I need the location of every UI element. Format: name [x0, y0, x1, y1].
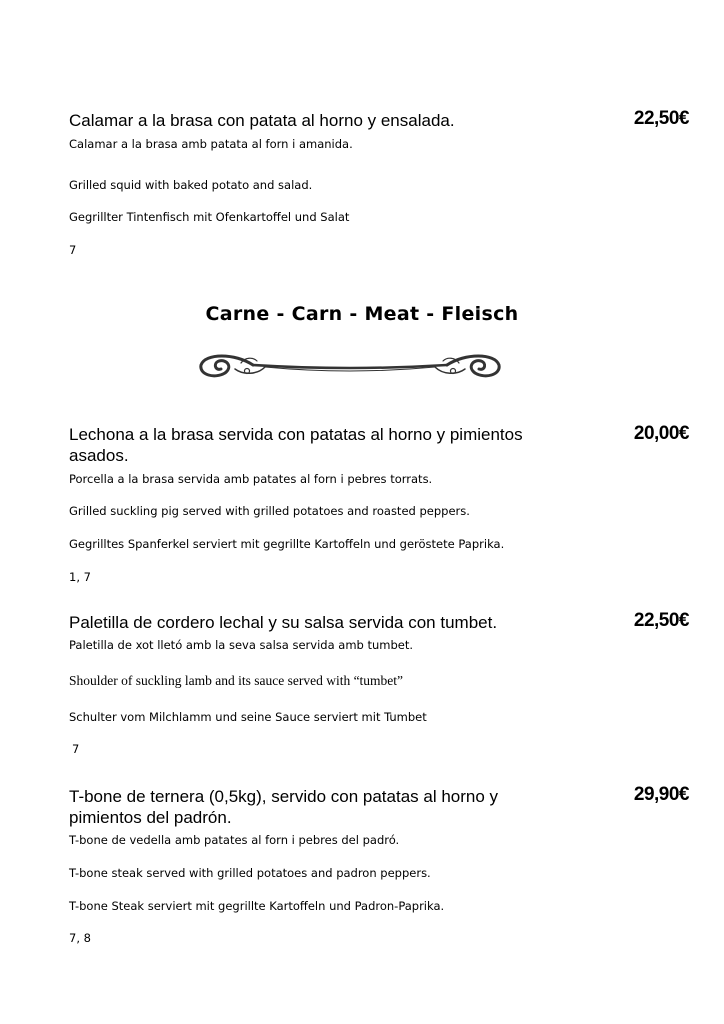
item-description-english: Shoulder of suckling lamb and its sauce served with “tumbet”	[69, 673, 404, 688]
item-allergens: 7	[72, 742, 80, 756]
menu-item-lechona	[69, 424, 689, 589]
item-title: T-bone de ternera (0,5kg), servido con patatas al horno y pimientos del padrón.	[69, 787, 499, 827]
item-description-german: T-bone Steak serviert mit gegrillte Kartoffeln und Padron-Paprika.	[69, 899, 445, 913]
item-price: 22,50€	[633, 610, 689, 631]
menu-item-paletilla	[69, 612, 689, 762]
item-description-english: Grilled squid with baked potato and salad.	[69, 178, 313, 192]
scroll-flourish-divider-icon	[195, 345, 505, 385]
item-price: 22,50€	[633, 108, 689, 129]
item-price: 20,00€	[633, 423, 689, 444]
menu-item-calamar	[69, 110, 689, 260]
item-allergens: 1, 7	[69, 570, 91, 584]
item-description-catalan: Porcella a la brasa servida amb patates al forn i pebres torrats.	[69, 472, 433, 486]
item-title: Paletilla de cordero lechal y su salsa servida con tumbet.	[69, 613, 498, 632]
item-description-english: T-bone steak served with grilled potatoes and padron peppers.	[69, 866, 431, 880]
item-price: 29,90€	[633, 784, 689, 805]
item-description-catalan: Calamar a la brasa amb patata al forn i amanida.	[69, 137, 353, 151]
item-title: Lechona a la brasa servida con patatas al horno y pimientos asados.	[69, 425, 523, 465]
item-title: Calamar a la brasa con patata al horno y ensalada.	[69, 111, 455, 130]
item-description-catalan: T-bone de vedella amb patates al forn i pebres del padró.	[69, 833, 400, 847]
section-title: Carne - Carn - Meat - Fleisch	[205, 303, 519, 325]
item-description-german: Schulter vom Milchlamm und seine Sauce serviert mit Tumbet	[69, 710, 427, 724]
item-description-english: Grilled suckling pig served with grilled potatoes and roasted peppers.	[69, 504, 470, 518]
item-allergens: 7	[69, 243, 77, 257]
item-description-catalan: Paletilla de xot lletó amb la seva salsa servida amb tumbet.	[69, 638, 414, 652]
item-allergens: 7, 8	[69, 931, 91, 945]
item-description-german: Gegrillter Tintenfisch mit Ofenkartoffel und Salat	[69, 210, 350, 224]
item-description-german: Gegrilltes Spanferkel serviert mit gegrillte Kartoffeln und geröstete Paprika.	[69, 537, 505, 551]
menu-item-tbone	[69, 786, 689, 951]
